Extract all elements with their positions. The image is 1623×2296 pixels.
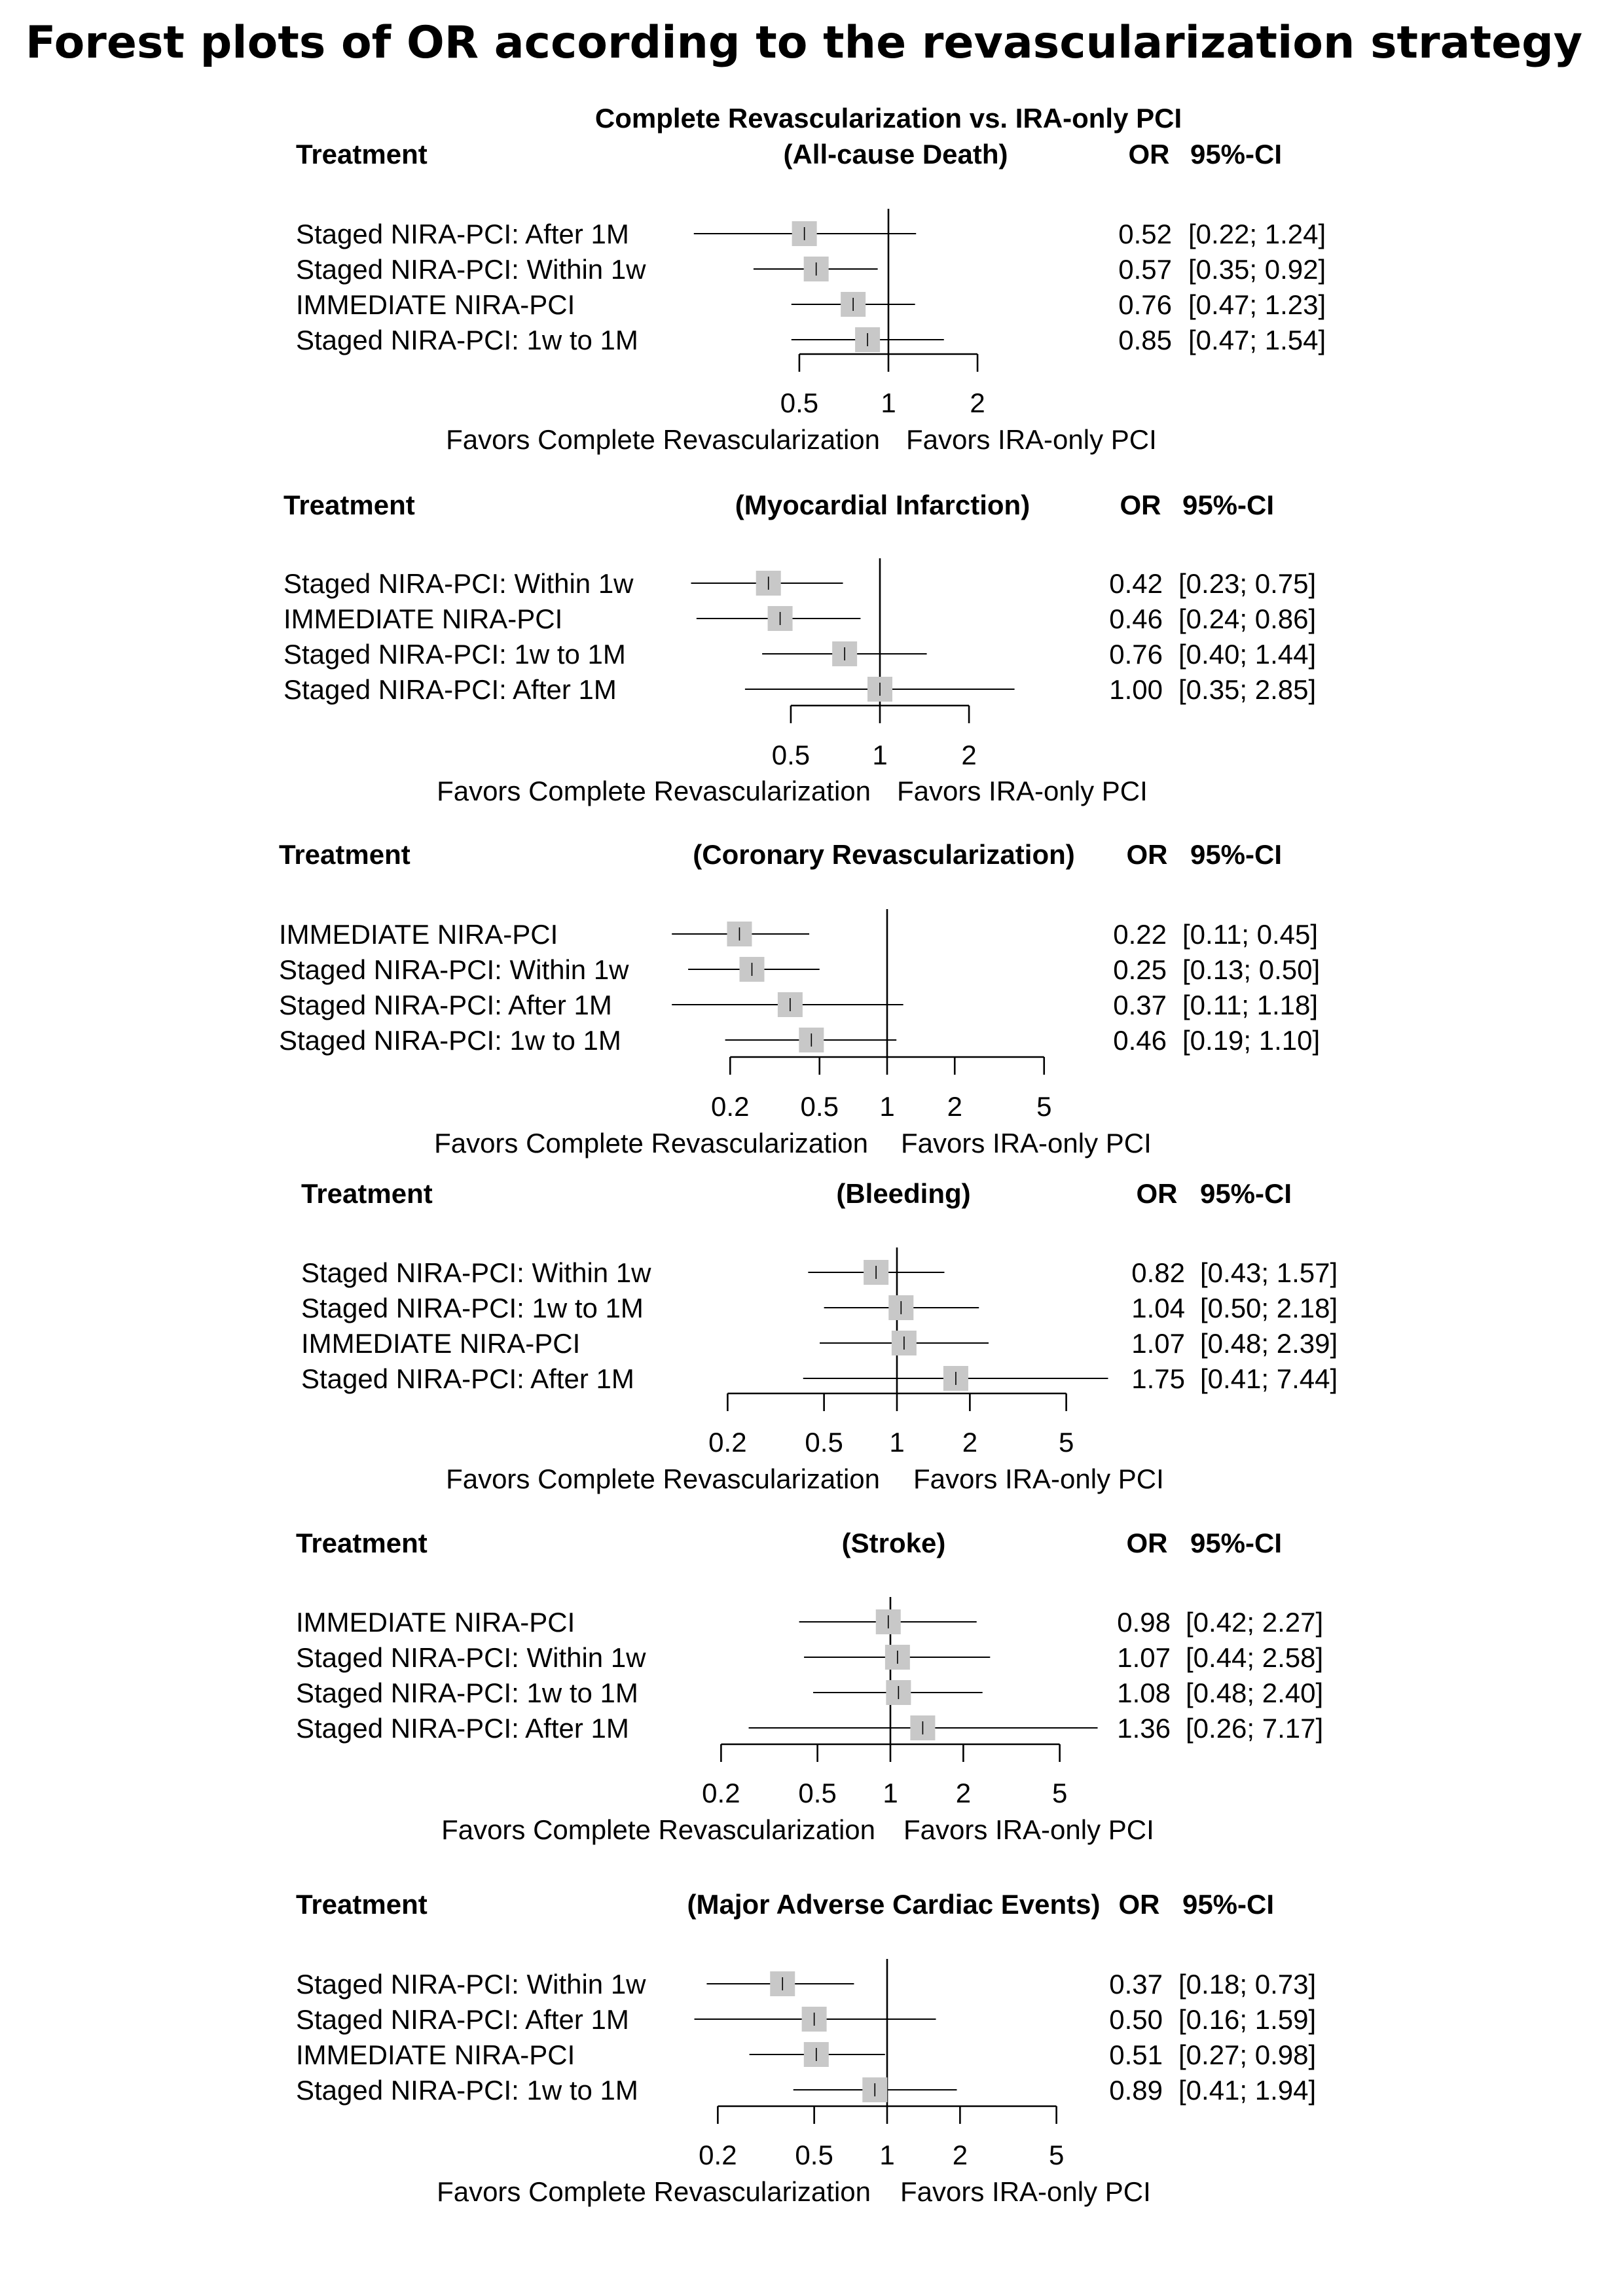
- ci-value: [0.11; 0.45]: [1182, 919, 1319, 950]
- ci-value: [0.42; 2.27]: [1186, 1607, 1324, 1638]
- header-outcome: (Bleeding): [836, 1178, 971, 1209]
- ci-value: [0.48; 2.40]: [1186, 1677, 1324, 1708]
- favors-right-label: Favors IRA-only PCI: [901, 1128, 1152, 1158]
- row-label: IMMEDIATE NIRA-PCI: [296, 289, 575, 320]
- tick-label: 5: [1048, 2140, 1065, 2170]
- tick-label: 0.5: [795, 2140, 833, 2170]
- favors-left-label: Favors Complete Revascularization: [437, 2176, 871, 2207]
- ci-value: [0.16; 1.59]: [1178, 2004, 1317, 2035]
- figure-title: Forest plots of OR according to the revascularization strategy: [25, 17, 1583, 69]
- or-value: 0.89: [1109, 2075, 1163, 2106]
- row-label: Staged NIRA-PCI: Within 1w: [279, 954, 629, 985]
- ci-value: [0.50; 2.18]: [1200, 1293, 1338, 1323]
- row-label: Staged NIRA-PCI: After 1M: [279, 990, 612, 1020]
- ci-value: [0.41; 1.94]: [1178, 2075, 1317, 2106]
- ci-value: [0.47; 1.23]: [1188, 289, 1326, 320]
- row-label: Staged NIRA-PCI: 1w to 1M: [296, 325, 638, 355]
- favors-right-label: Favors IRA-only PCI: [903, 1814, 1154, 1845]
- favors-left-label: Favors Complete Revascularization: [446, 424, 880, 455]
- tick-label: 0.2: [708, 1427, 747, 1458]
- header-or: OR: [1126, 839, 1168, 870]
- tick-label: 2: [970, 387, 985, 418]
- header-or: OR: [1136, 1178, 1178, 1209]
- row-label: IMMEDIATE NIRA-PCI: [296, 2039, 575, 2070]
- tick-label: 2: [962, 1427, 978, 1458]
- ci-value: [0.35; 2.85]: [1178, 674, 1317, 705]
- or-value: 1.04: [1131, 1293, 1185, 1323]
- or-value: 0.52: [1118, 219, 1172, 249]
- favors-left-label: Favors Complete Revascularization: [441, 1814, 875, 1845]
- tick-label: 5: [1036, 1091, 1052, 1122]
- favors-right-label: Favors IRA-only PCI: [913, 1463, 1164, 1494]
- row-label: Staged NIRA-PCI: Within 1w: [283, 568, 634, 599]
- or-value: 0.76: [1109, 639, 1163, 670]
- or-value: 1.36: [1117, 1713, 1171, 1744]
- row-label: Staged NIRA-PCI: After 1M: [296, 1713, 629, 1744]
- or-value: 0.46: [1109, 603, 1163, 634]
- tick-label: 0.5: [805, 1427, 843, 1458]
- ci-value: [0.41; 7.44]: [1200, 1363, 1338, 1394]
- ci-value: [0.13; 0.50]: [1182, 954, 1321, 985]
- tick-label: 5: [1051, 1778, 1068, 1808]
- header-or: OR: [1120, 490, 1161, 520]
- panel-supertitle: Complete Revascularization vs. IRA-only PCI: [594, 103, 1182, 134]
- or-value: 0.25: [1113, 954, 1167, 985]
- header-ci: 95%-CI: [1190, 139, 1283, 170]
- or-value: 0.37: [1113, 990, 1167, 1020]
- header-or: OR: [1128, 139, 1170, 170]
- tick-label: 0.5: [798, 1778, 837, 1808]
- header-ci: 95%-CI: [1190, 839, 1283, 870]
- or-value: 1.08: [1117, 1677, 1171, 1708]
- row-label: Staged NIRA-PCI: 1w to 1M: [301, 1293, 644, 1323]
- header-ci: 95%-CI: [1199, 1178, 1292, 1209]
- header-outcome: (All-cause Death): [783, 139, 1008, 170]
- header-treatment: Treatment: [301, 1178, 433, 1209]
- favors-left-label: Favors Complete Revascularization: [437, 776, 871, 806]
- header-ci: 95%-CI: [1182, 1889, 1275, 1920]
- row-label: IMMEDIATE NIRA-PCI: [296, 1607, 575, 1638]
- ci-value: [0.47; 1.54]: [1188, 325, 1326, 355]
- or-value: 0.98: [1117, 1607, 1171, 1638]
- or-value: 0.50: [1109, 2004, 1163, 2035]
- row-label: Staged NIRA-PCI: 1w to 1M: [296, 1677, 638, 1708]
- tick-label: 1: [881, 387, 896, 418]
- header-outcome: (Myocardial Infarction): [735, 490, 1030, 520]
- ci-value: [0.19; 1.10]: [1182, 1025, 1321, 1056]
- ci-value: [0.43; 1.57]: [1200, 1257, 1338, 1288]
- favors-left-label: Favors Complete Revascularization: [446, 1463, 880, 1494]
- tick-label: 0.2: [699, 2140, 737, 2170]
- tick-label: 0.5: [771, 740, 811, 770]
- ci-value: [0.23; 0.75]: [1178, 568, 1317, 599]
- header-treatment: Treatment: [283, 490, 415, 520]
- ci-value: [0.44; 2.58]: [1186, 1642, 1324, 1673]
- tick-label: 1: [879, 2140, 895, 2170]
- favors-right-label: Favors IRA-only PCI: [900, 2176, 1151, 2207]
- or-value: 0.37: [1109, 1969, 1163, 2000]
- row-label: Staged NIRA-PCI: After 1M: [283, 674, 617, 705]
- header-treatment: Treatment: [296, 1528, 428, 1558]
- header-treatment: Treatment: [296, 139, 428, 170]
- tick-label: 2: [947, 1091, 962, 1122]
- tick-label: 2: [961, 740, 977, 770]
- tick-label: 1: [889, 1427, 905, 1458]
- ci-value: [0.18; 0.73]: [1178, 1969, 1317, 2000]
- header-or: OR: [1118, 1889, 1160, 1920]
- ci-value: [0.35; 0.92]: [1188, 254, 1326, 285]
- header-ci: 95%-CI: [1182, 490, 1275, 520]
- header-outcome: (Stroke): [841, 1528, 946, 1558]
- row-label: Staged NIRA-PCI: Within 1w: [296, 1642, 646, 1673]
- row-label: Staged NIRA-PCI: Within 1w: [296, 1969, 646, 2000]
- header-treatment: Treatment: [279, 839, 410, 870]
- or-value: 1.07: [1117, 1642, 1171, 1673]
- or-value: 1.07: [1131, 1328, 1185, 1359]
- header-ci: 95%-CI: [1190, 1528, 1283, 1558]
- row-label: Staged NIRA-PCI: 1w to 1M: [296, 2075, 638, 2106]
- row-label: Staged NIRA-PCI: 1w to 1M: [279, 1025, 621, 1056]
- tick-label: 0.5: [780, 387, 819, 418]
- row-label: IMMEDIATE NIRA-PCI: [279, 919, 558, 950]
- favors-right-label: Favors IRA-only PCI: [906, 424, 1157, 455]
- or-value: 0.57: [1118, 254, 1172, 285]
- row-label: Staged NIRA-PCI: 1w to 1M: [283, 639, 626, 670]
- or-value: 1.00: [1109, 674, 1163, 705]
- ci-value: [0.24; 0.86]: [1178, 603, 1317, 634]
- ci-value: [0.48; 2.39]: [1200, 1328, 1338, 1359]
- ci-value: [0.11; 1.18]: [1182, 990, 1319, 1020]
- ci-value: [0.22; 1.24]: [1188, 219, 1326, 249]
- or-value: 0.22: [1113, 919, 1167, 950]
- or-value: 1.75: [1131, 1363, 1185, 1394]
- row-label: IMMEDIATE NIRA-PCI: [283, 603, 563, 634]
- row-label: IMMEDIATE NIRA-PCI: [301, 1328, 581, 1359]
- tick-label: 2: [955, 1778, 972, 1808]
- or-value: 0.82: [1131, 1257, 1185, 1288]
- tick-label: 0.2: [702, 1778, 740, 1808]
- or-value: 0.42: [1109, 568, 1163, 599]
- tick-label: 2: [952, 2140, 968, 2170]
- or-value: 0.51: [1109, 2039, 1163, 2070]
- header-outcome: (Major Adverse Cardiac Events): [687, 1889, 1101, 1920]
- row-label: Staged NIRA-PCI: After 1M: [296, 2004, 629, 2035]
- or-value: 0.46: [1113, 1025, 1167, 1056]
- ci-value: [0.40; 1.44]: [1178, 639, 1317, 670]
- tick-label: 0.2: [711, 1091, 750, 1122]
- favors-left-label: Favors Complete Revascularization: [434, 1128, 868, 1158]
- header-or: OR: [1126, 1528, 1168, 1558]
- row-label: Staged NIRA-PCI: Within 1w: [301, 1257, 651, 1288]
- tick-label: 1: [872, 740, 888, 770]
- tick-label: 1: [883, 1778, 898, 1808]
- favors-right-label: Favors IRA-only PCI: [897, 776, 1148, 806]
- row-label: Staged NIRA-PCI: After 1M: [301, 1363, 634, 1394]
- ci-value: [0.27; 0.98]: [1178, 2039, 1317, 2070]
- header-treatment: Treatment: [296, 1889, 428, 1920]
- header-outcome: (Coronary Revascularization): [693, 839, 1075, 870]
- row-label: Staged NIRA-PCI: Within 1w: [296, 254, 646, 285]
- tick-label: 5: [1058, 1427, 1074, 1458]
- or-value: 0.85: [1118, 325, 1172, 355]
- row-label: Staged NIRA-PCI: After 1M: [296, 219, 629, 249]
- tick-label: 0.5: [800, 1091, 839, 1122]
- ci-value: [0.26; 7.17]: [1186, 1713, 1324, 1744]
- tick-label: 1: [879, 1091, 895, 1122]
- or-value: 0.76: [1118, 289, 1172, 320]
